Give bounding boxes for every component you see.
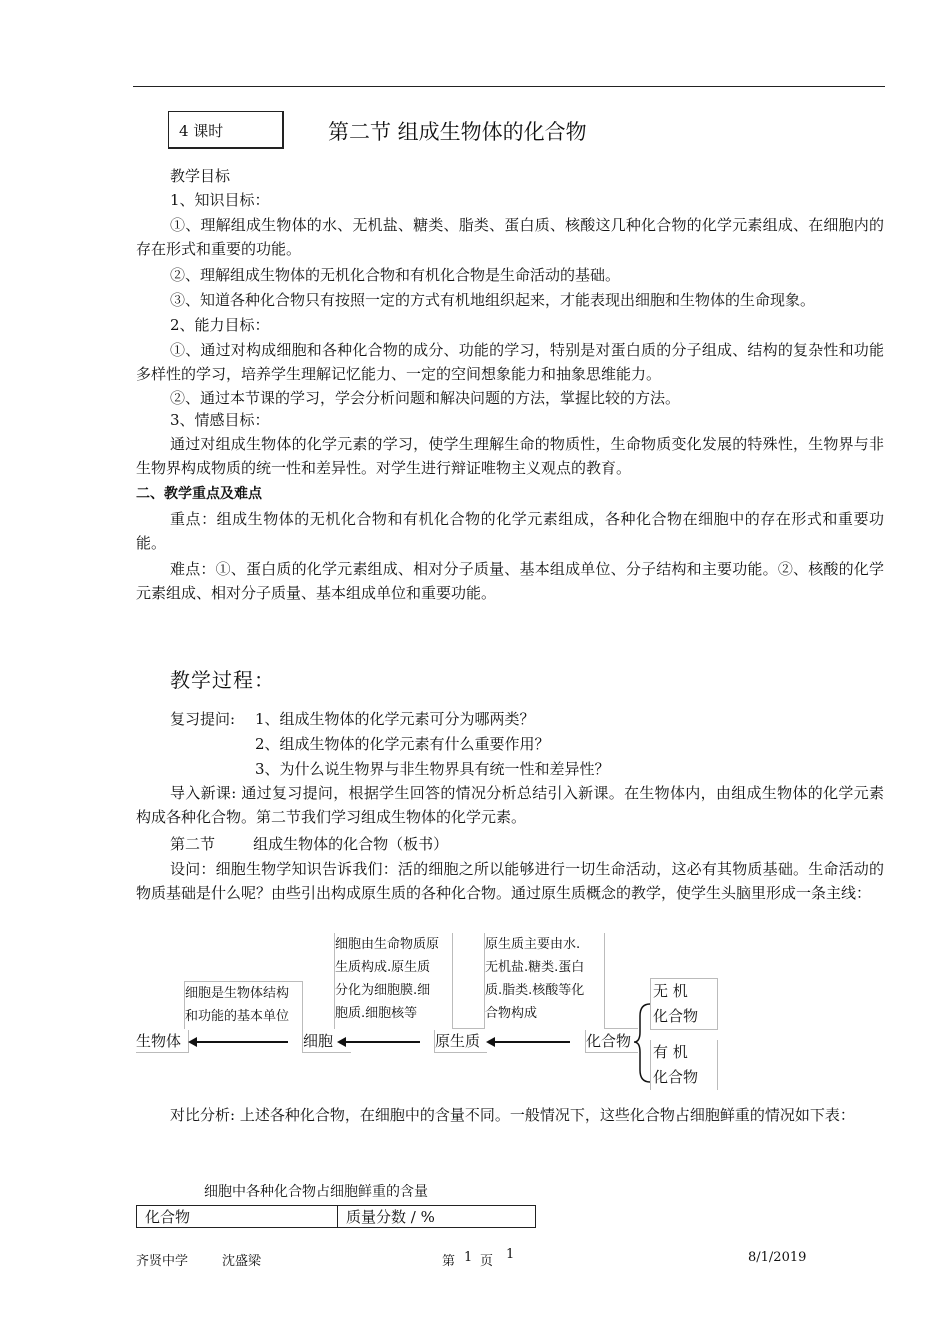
footer-page-suffix: 页 [480,1254,494,1269]
table-title: 细胞中各种化合物占细胞鲜重的含量 [204,1184,428,1200]
compound-table [136,1205,536,1228]
inorganic-compound-box [650,978,718,1030]
node-cell: 细胞 [302,1030,351,1053]
diagram-connector [604,933,605,1029]
key-difficulty: 难点：①、蛋白质的化学元素组成、相对分子质量、基本组成单位、分子结构和主要功能。②、核酸的化学元素组成、相对分子质量、基本组成单位和重要功能。 [136,560,884,602]
note-line: 分化为细胞膜.细 [335,983,431,998]
arrow-protoplasm-to-cell [345,1041,420,1043]
note-line: 细胞是生物体结构 [185,986,290,1001]
knowledge-item-1: ①、理解组成生物体的水、无机盐、糖类、脂类、蛋白质、核酸这几种化合物的化学元素组成、在细胞内的存在形式和重要的功能。 [136,216,884,258]
table-header-row [137,1206,536,1228]
node-protoplasm: 原生质 [434,1030,487,1053]
table-header-mass-fraction: 质量分数 / % [338,1206,536,1228]
node-organism: 生物体 [136,1030,189,1053]
footer-date: 8/1/2019 [748,1250,807,1265]
question-paragraph: 设问：细胞生物学知识告诉我们：活的细胞之所以能够进行一切生命活动，这必有其物质基础。生命活动的物质基础是什么呢？由些引出构成原生质的各种化合物。通过原生质概念的教学，使学生头脑里形成一条主线： [136,860,884,902]
objectives-heading: 教学目标 [170,167,231,185]
footer-page-extra: 1 [506,1247,515,1262]
note-line: 质.脂类.核酸等化 [485,983,585,998]
note-line: 和功能的基本单位 [185,1009,290,1024]
knowledge-item-2: ②、理解组成生物体的无机化合物和有机化合物是生命活动的基础。 [170,266,621,284]
knowledge-item-3: ③、知道各种化合物只有按照一定的方式有机地组织起来，才能表现出细胞和生物体的生命现象。 [170,291,816,309]
diagram-note-protoplasm [334,933,454,1029]
organic-compound-box [650,1040,718,1090]
ability-item-1: ①、通过对构成细胞和各种化合物的成分、功能的学习，特别是对蛋白质的分子组成、结构的复杂性和功能多样性的学习，培养学生理解记忆能力、一定的空间想象能力和抽象思维能力。 [136,341,884,383]
emotion-item-1: 通过对组成生物体的化学元素的学习，使学生理解生命的物质性，生命物质变化发展的特殊性，生物界与非生物界构成物质的统一性和差异性。对学生进行辩证唯物主义观点的教育。 [136,435,884,477]
review-question-2: 2、组成生物体的化学元素有什么重要作用？ [255,735,550,753]
review-question-1: 1、组成生物体的化学元素可分为哪两类？ [255,710,535,728]
arrow-cell-to-organism [196,1041,288,1043]
note-line: 胞质.细胞核等 [335,1006,418,1021]
inorganic-line: 无 机 [653,982,688,1000]
footer-page-number: 1 [464,1250,473,1265]
review-label: 复习提问: [170,710,236,728]
arrowhead-left-icon [486,1037,495,1047]
ability-item-2: ②、通过本节课的学习，学会分析问题和解决问题的方法，掌握比较的方法。 [170,389,681,407]
table-header-compound: 化合物 [137,1206,338,1228]
footer-author: 沈盛梁 [222,1254,262,1269]
arrow-compound-to-protoplasm [494,1041,570,1043]
note-line: 无机盐.糖类.蛋白 [485,960,585,975]
comparison-paragraph: 对比分析: 上述各种化合物，在细胞中的含量不同。一般情况下，这些化合物占细胞鲜重的情况如下表： [170,1106,855,1124]
arrowhead-left-icon [337,1037,346,1047]
note-line: 细胞由生命物质原 [335,937,440,952]
intro-paragraph: 导入新课: 通过复习提问，根据学生回答的情况分析总结引入新课。在生物体内，由组成生物体的化学元素构成各种化合物。第二节我们学习组成生物体的化学元素。 [136,784,884,826]
note-line: 合物构成 [485,1006,538,1021]
lesson-hours-box: 4 课时 [168,111,284,149]
header-rule [133,86,885,87]
knowledge-heading: 1、知识目标： [170,191,270,209]
review-question-3: 3、为什么说生物界与非生物界具有统一性和差异性？ [255,760,610,778]
diagram-note-compounds [484,933,604,1029]
key-focus: 重点：组成生物体的无机化合物和有机化合物的化学元素组成，各种化合物在细胞中的存在形式和重要功能。 [136,510,884,552]
note-line: 生质构成.原生质 [335,960,431,975]
arrowhead-left-icon [188,1037,197,1047]
organic-line: 化合物 [653,1068,699,1086]
emotion-heading: 3、情感目标： [170,411,270,429]
process-heading: 教学过程： [170,668,275,692]
section-line: 第二节 组成生物体的化合物（板书） [170,835,449,853]
organic-line: 有 机 [653,1043,688,1061]
diagram-connector [302,981,303,1031]
diagram-connector [452,933,453,1029]
ability-heading: 2、能力目标： [170,316,270,334]
footer-school: 齐贤中学 [136,1254,189,1269]
note-line: 原生质主要由水. [485,937,581,952]
diagram-connector [452,1028,484,1029]
key-points-heading: 二、教学重点及难点 [136,486,262,502]
inorganic-line: 化合物 [653,1007,699,1025]
node-compound: 化合物 [585,1030,638,1053]
page-title: 第二节 组成生物体的化合物 [328,120,587,144]
diagram-note-cell-unit [184,981,302,1029]
footer-page-prefix: 第 [442,1254,456,1269]
